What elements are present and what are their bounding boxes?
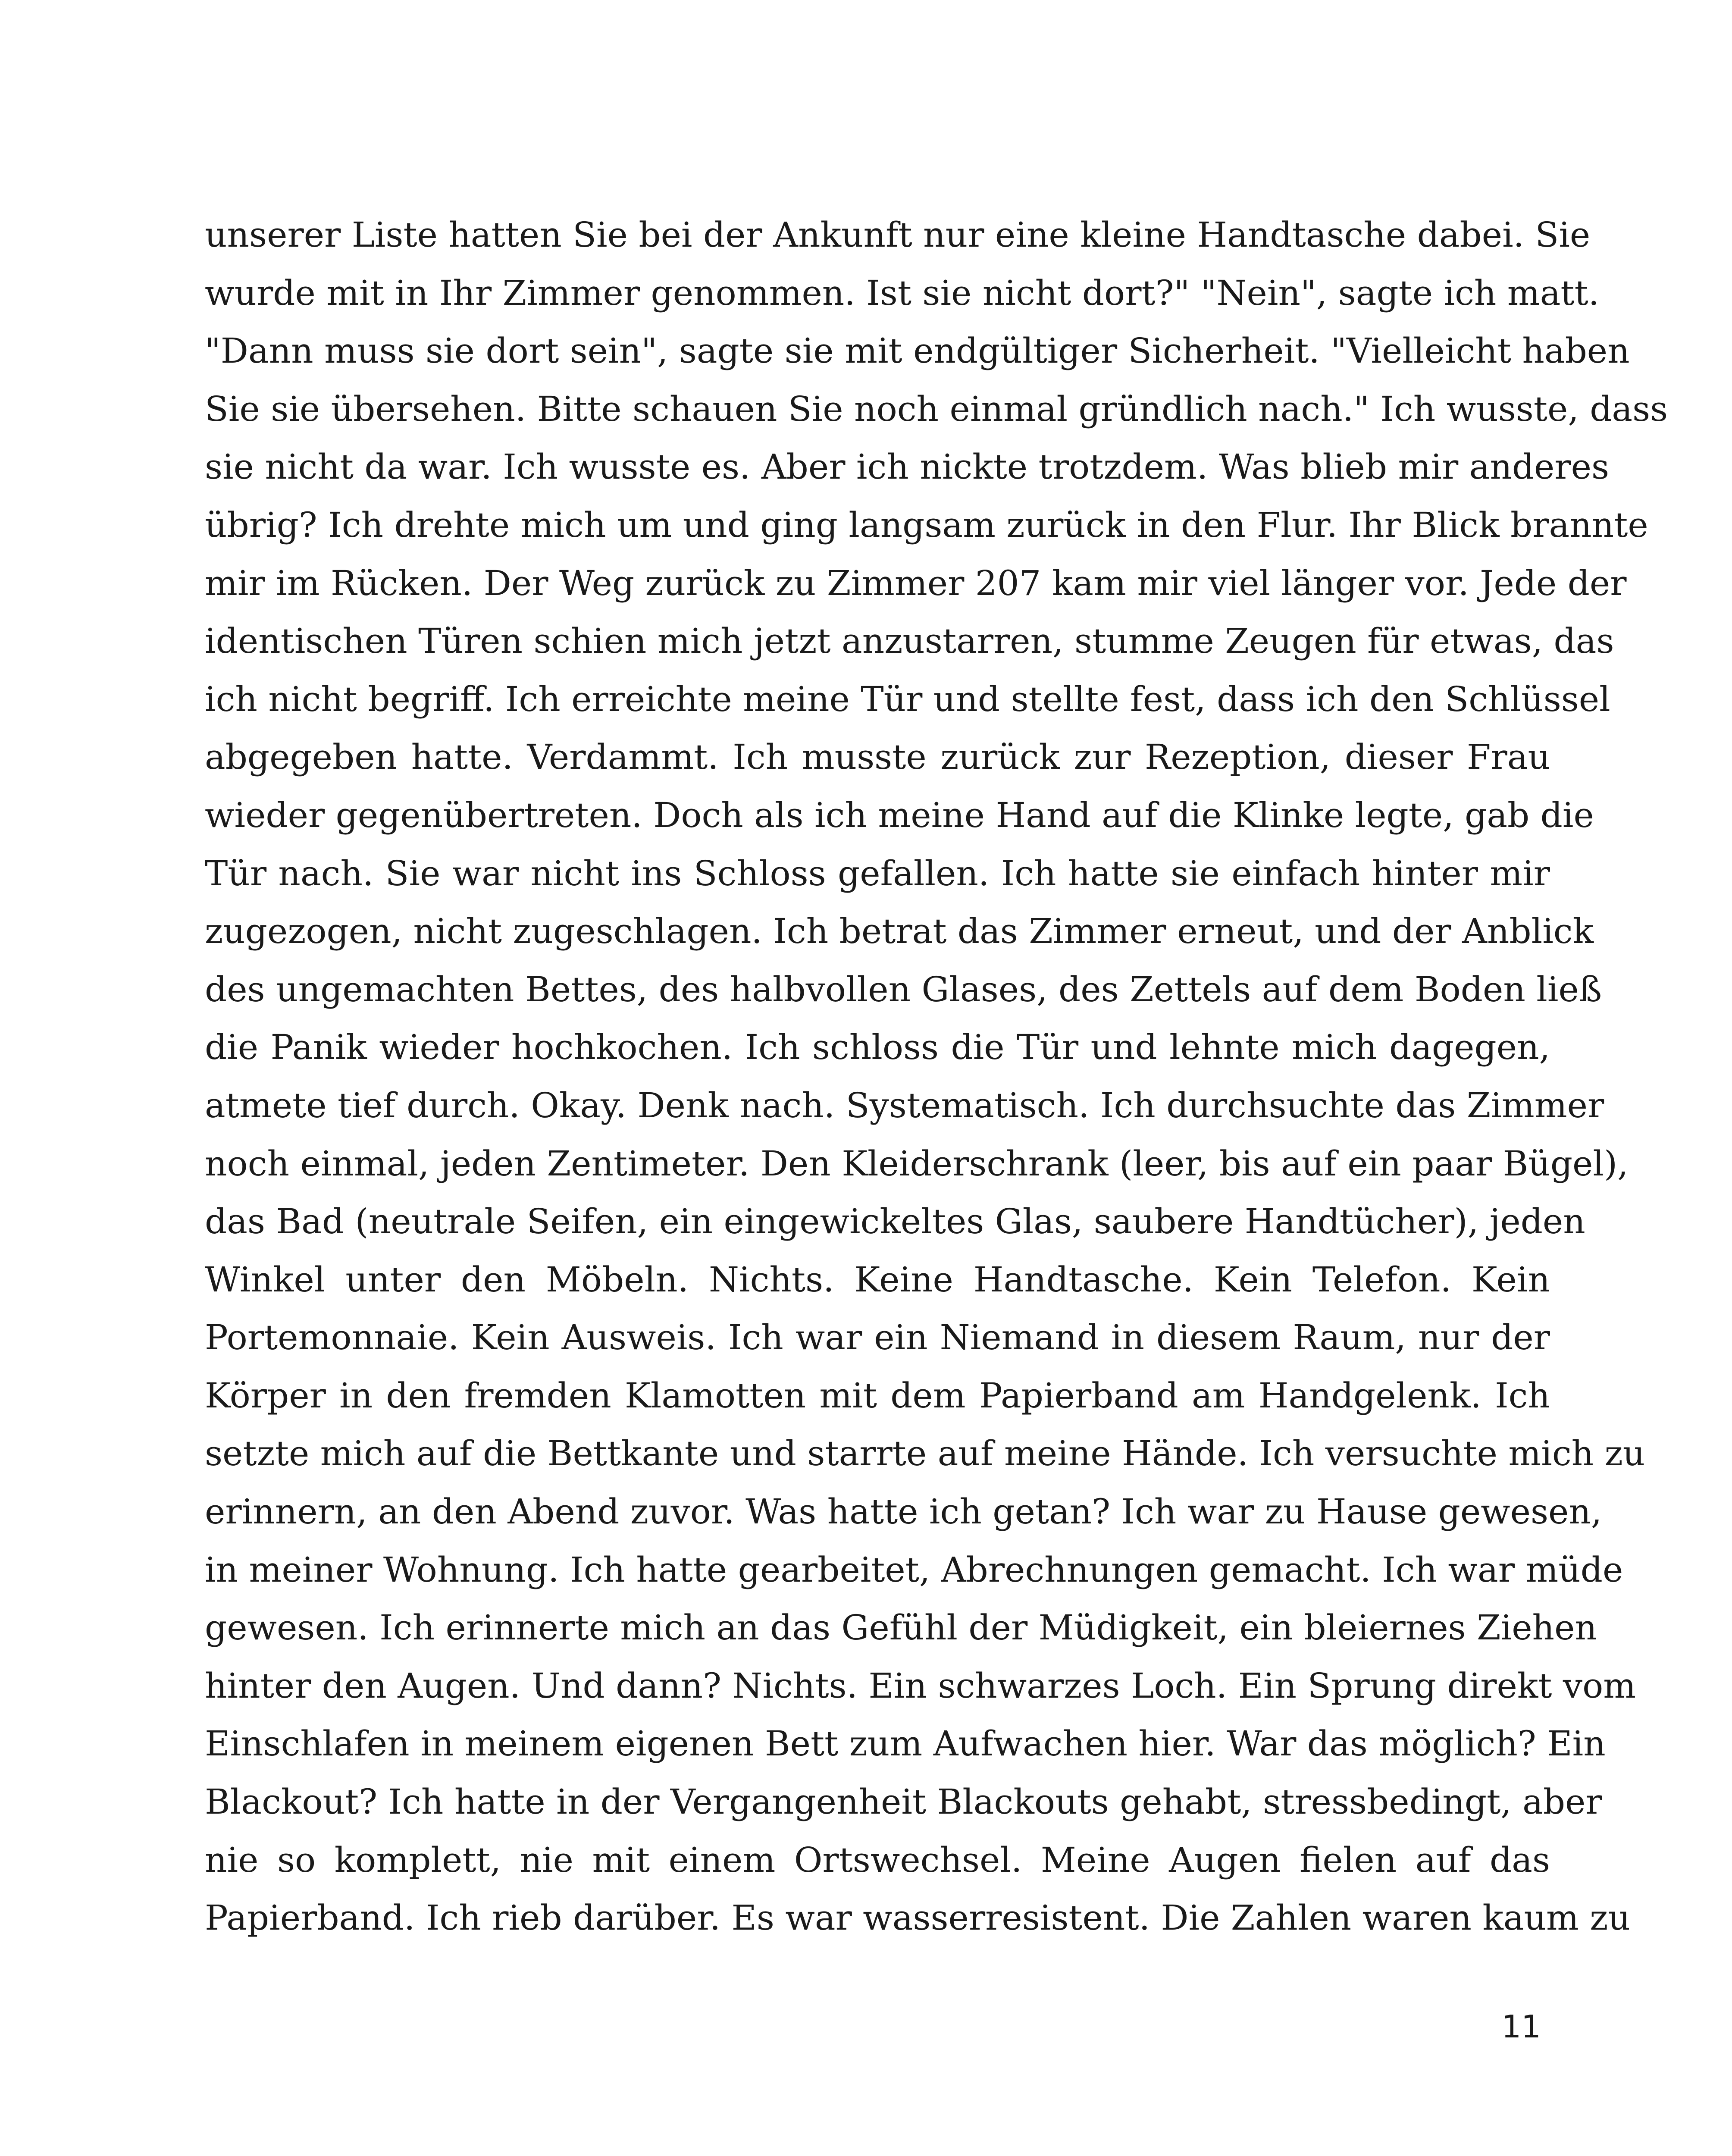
text-line: Blackout? Ich hatte in der Vergangenheit Blackouts gehabt, stressbedingt, aber [205,1782,1602,1822]
text-line: setzte mich auf die Bettkante und starrte auf meine Hände. Ich versuchte mich zu [205,1433,1645,1474]
text-line: sie nicht da war. Ich wusste es. Aber ich nickte trotzdem. Was blieb mir anderes [205,447,1610,487]
text-line: das Bad (neutrale Seifen, ein eingewickeltes Glas, saubere Handtücher), jeden [205,1201,1585,1242]
text-line: zugezogen, nicht zugeschlagen. Ich betrat das Zimmer erneut, und der Anblick [205,911,1594,952]
text-line: Winkel unter den Möbeln. Nichts. Keine Handtasche. Kein Telefon. Kein [205,1259,1550,1300]
text-line: Körper in den fremden Klamotten mit dem Papierband am Handgelenk. Ich [205,1375,1550,1416]
text-line: wurde mit in Ihr Zimmer genommen. Ist sie nicht dort?" "Nein", sagte ich matt. [205,273,1600,313]
page-number: 11 [1501,2009,1541,2045]
text-line: atmete tief durch. Okay. Denk nach. Systematisch. Ich durchsuchte das Zimmer [205,1085,1604,1125]
body-text [205,206,1668,1947]
text-line: noch einmal, jeden Zentimeter. Den Kleiderschrank (leer, bis auf ein paar Bügel), [205,1143,1629,1184]
text-line: erinnern, an den Abend zuvor. Was hatte ich getan? Ich war zu Hause gewesen, [205,1492,1602,1532]
text-line: Sie sie übersehen. Bitte schauen Sie noch einmal gründlich nach." Ich wusste, dass [205,389,1668,429]
text-line: Portemonnaie. Kein Ausweis. Ich war ein Niemand in diesem Raum, nur der [205,1317,1550,1358]
text-line: in meiner Wohnung. Ich hatte gearbeitet, Abrechnungen gemacht. Ich war müde [205,1549,1623,1590]
text-line: mir im Rücken. Der Weg zurück zu Zimmer 207 kam mir viel länger vor. Jede der [205,563,1627,603]
text-line: die Panik wieder hochkochen. Ich schloss die Tür und lehnte mich dagegen, [205,1027,1550,1068]
text-line: abgegeben hatte. Verdammt. Ich musste zurück zur Rezeption, dieser Frau [205,737,1550,777]
text-line: ich nicht begriff. Ich erreichte meine Tür und stellte fest, dass ich den Schlüssel [205,679,1610,719]
text-line: übrig? Ich drehte mich um und ging langsam zurück in den Flur. Ihr Blick brannte [205,505,1648,545]
text-line: identischen Türen schien mich jetzt anzustarren, stumme Zeugen für etwas, das [205,621,1614,661]
text-line: hinter den Augen. Und dann? Nichts. Ein schwarzes Loch. Ein Sprung direkt vom [205,1665,1636,1706]
text-line: gewesen. Ich erinnerte mich an das Gefühl der Müdigkeit, ein bleiernes Ziehen [205,1608,1597,1648]
text-line: unserer Liste hatten Sie bei der Ankunft nur eine kleine Handtasche dabei. Sie [205,215,1591,255]
text-line: Einschlafen in meinem eigenen Bett zum Aufwachen hier. War das möglich? Ein [205,1724,1606,1764]
text-line: "Dann muss sie dort sein", sagte sie mit endgültiger Sicherheit. "Vielleicht haben [205,331,1630,371]
text-line: wieder gegenübertreten. Doch als ich meine Hand auf die Klinke legte, gab die [205,795,1594,835]
text-line: nie so komplett, nie mit einem Ortswechsel. Meine Augen fielen auf das [205,1839,1550,1880]
text-line: Tür nach. Sie war nicht ins Schloss gefallen. Ich hatte sie einfach hinter mir [205,853,1550,893]
text-line: Papierband. Ich rieb darüber. Es war wasserresistent. Die Zahlen waren kaum zu [205,1898,1630,1938]
text-line: des ungemachten Bettes, des halbvollen Glases, des Zettels auf dem Boden ließ [205,969,1602,1009]
